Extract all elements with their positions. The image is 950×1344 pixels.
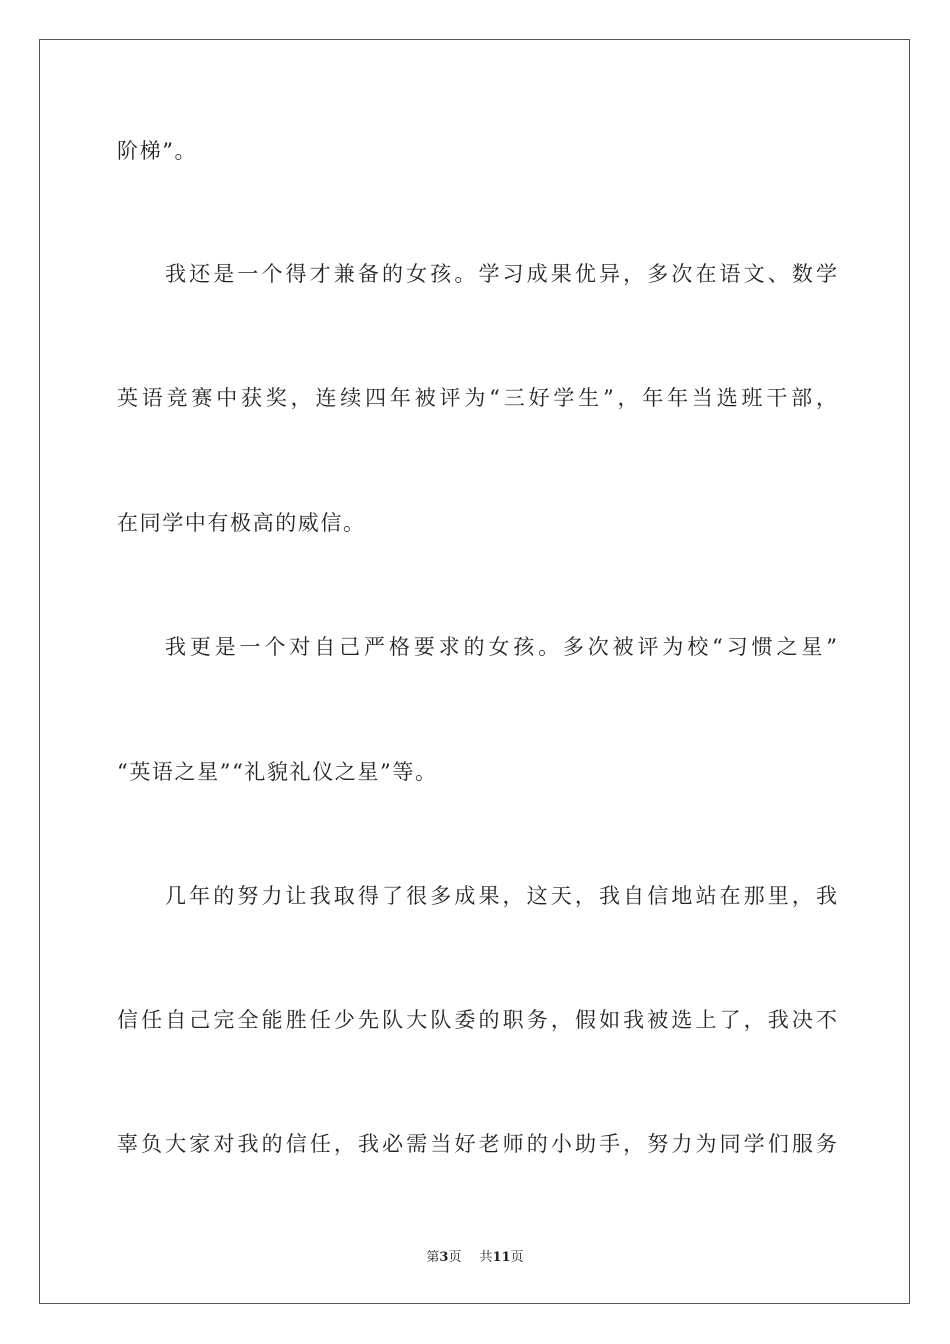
page-footer [0, 1246, 950, 1265]
footer-page-suffix: 页 [448, 1250, 462, 1265]
text-line-7: 几年的努力让我取得了很多成果，这天，我自信地站在那里，我 [165, 884, 837, 908]
text-line-5: 我更是一个对自己严格要求的女孩。多次被评为校“习惯之星” [165, 635, 837, 659]
footer-total-suffix: 页 [510, 1250, 524, 1265]
text-line-6: “英语之星”“礼貌礼仪之星”等。 [117, 760, 438, 784]
footer-total-prefix: 共 [479, 1250, 493, 1265]
footer-page-number: 3 [439, 1250, 449, 1265]
page-border [39, 39, 910, 1304]
text-line-1: 阶梯”。 [117, 139, 198, 163]
text-line-2: 我还是一个得才兼备的女孩。学习成果优异，多次在语文、数学 [165, 262, 837, 286]
text-line-3: 英语竞赛中获奖，连续四年被评为“三好学生”，年年当选班干部， [117, 386, 837, 410]
text-line-8: 信任自己完全能胜任少先队大队委的职务，假如我被选上了，我决不 [117, 1008, 837, 1032]
footer-prefix: 第 [426, 1250, 440, 1265]
text-line-4: 在同学中有极高的威信。 [117, 511, 366, 535]
text-line-9: 辜负大家对我的信任，我必需当好老师的小助手，努力为同学们服务 [117, 1132, 837, 1156]
footer-total-pages: 11 [492, 1250, 511, 1265]
